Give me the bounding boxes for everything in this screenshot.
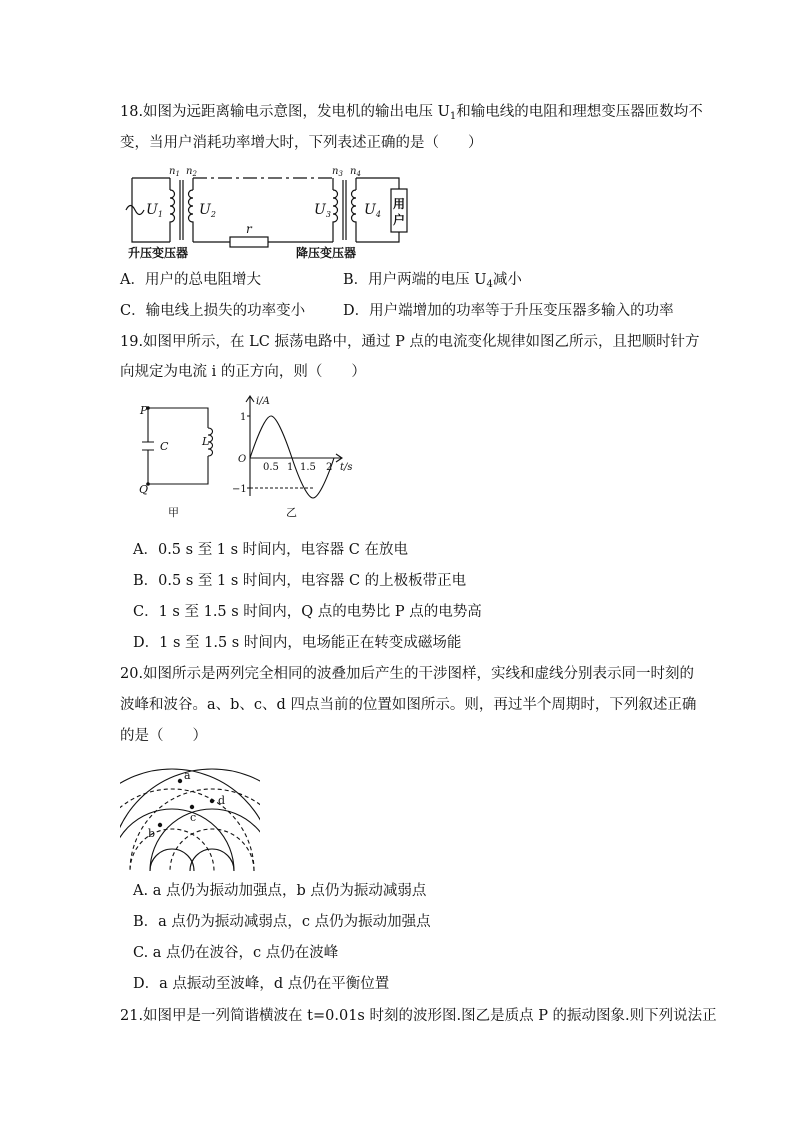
q20-interference-diagram bbox=[120, 755, 260, 873]
svg-text:U4: $U_4$ bbox=[364, 202, 381, 219]
svg-text:甲: 甲 bbox=[168, 506, 179, 518]
q19-lc-circuit-diagram bbox=[138, 398, 218, 518]
q18-stem-line1: 18.如图为远距离输电示意图，发电机的输出电压 $U_1$和输电线的电阻和理想变压器匝数均不 bbox=[120, 104, 703, 122]
svg-text:r: r bbox=[246, 222, 252, 236]
q18-option-c: C．输电线上损失的功率变小 bbox=[120, 303, 306, 319]
q19-stem-line2: 向规定为电流 i 的正方向，则（ ） bbox=[120, 364, 366, 380]
svg-text:L: L bbox=[202, 435, 210, 448]
capacitor-plates bbox=[142, 442, 154, 450]
svg-text:d: d bbox=[218, 794, 226, 807]
svg-text:n1: $n_1$ bbox=[169, 166, 180, 178]
q20-option-b: B．a 点仍为振动减弱点，c 点仍为振动加强点 bbox=[133, 914, 431, 930]
svg-text:n4: $n_4$ bbox=[350, 166, 361, 178]
q18-option-a: A．用户的总电阻增大 bbox=[120, 272, 261, 288]
svg-text:C: C bbox=[160, 440, 169, 453]
q20-stem-line1: 20.如图所示是两列完全相同的波叠加后产生的干涉图样，实线和虚线分别表示同一时刻的 bbox=[120, 666, 695, 682]
point-c-dot bbox=[190, 805, 194, 809]
svg-text:U2: $U_2$ bbox=[199, 202, 216, 219]
q18-stem-line2: 变，当用户消耗功率增大时，下列表述正确的是（ ） bbox=[120, 135, 483, 151]
svg-text:乙: 乙 bbox=[286, 506, 297, 519]
svg-text:Q: Q bbox=[139, 483, 149, 496]
q20-option-a: A. a 点仍为振动加强点，b 点仍为振动减弱点 bbox=[133, 883, 427, 899]
q18-option-b: B．用户两端的电压 $U_4$减小 bbox=[343, 272, 522, 290]
ac-source-icon bbox=[126, 206, 144, 215]
current-curve bbox=[250, 416, 334, 498]
q19-option-c: C．1 s 至 1.5 s 时间内，Q 点的电势比 P 点的电势高 bbox=[133, 604, 482, 620]
q18-option-d: D．用户端增加的功率等于升压变压器多输入的功率 bbox=[343, 303, 674, 319]
x-axis bbox=[250, 454, 342, 462]
svg-text:1: 1 bbox=[240, 412, 247, 423]
y-axis bbox=[246, 396, 254, 496]
point-b-dot bbox=[158, 823, 162, 827]
x-tick-0.5: 0.5 bbox=[263, 462, 279, 473]
svg-text:i/A: i/A bbox=[256, 396, 270, 407]
q20-stem-line2: 波峰和波谷。a、b、c、d 四点当前的位置如图所示。则，再过半个周期时，下列叙述正确 bbox=[120, 697, 697, 713]
point-d-dot bbox=[210, 799, 214, 803]
svg-text:t/s: t/s bbox=[340, 462, 353, 473]
q19-stem-line1: 19.如图甲所示，在 LC 振荡电路中，通过 P 点的电流变化规律如图乙所示，且把顺时针方 bbox=[120, 334, 700, 350]
svg-text:b: b bbox=[148, 827, 156, 840]
svg-text:O: O bbox=[238, 454, 247, 465]
svg-text:n2: $n_2$ bbox=[186, 166, 197, 178]
q19-current-time-graph bbox=[228, 392, 354, 520]
point-a-dot bbox=[178, 779, 182, 783]
svg-text:P: P bbox=[140, 404, 148, 417]
line-resistor bbox=[230, 237, 268, 247]
q21-stem-line1: 21.如图甲是一列简谐横波在 t=0.01s 时刻的波形图.图乙是质点 P 的振动图象.则下列说法正 bbox=[120, 1008, 717, 1024]
x-tick-2: 2 bbox=[326, 462, 333, 473]
q20-stem-line3: 的是（ ） bbox=[120, 728, 207, 744]
svg-text:n3: $n_3$ bbox=[332, 166, 343, 178]
q19-option-b: B．0.5 s 至 1 s 时间内，电容器 C 的上极板带正电 bbox=[133, 573, 467, 589]
svg-text:升压变压器: 升压变压器 bbox=[128, 246, 189, 260]
q19-option-d: D．1 s 至 1.5 s 时间内，电场能正在转变成磁场能 bbox=[133, 635, 462, 651]
svg-text:用: 用 bbox=[393, 197, 406, 211]
svg-text:降压变压器: 降压变压器 bbox=[296, 246, 357, 260]
svg-text:户: 户 bbox=[393, 213, 406, 227]
q20-option-d: D．a 点振动至波峰，d 点仍在平衡位置 bbox=[133, 976, 390, 992]
svg-text:a: a bbox=[184, 769, 191, 782]
svg-text:−1: −1 bbox=[232, 484, 247, 495]
svg-text:c: c bbox=[190, 811, 197, 824]
q18-transmission-diagram bbox=[118, 164, 420, 260]
q20-option-c: C. a 点仍在波谷，c 点仍在波峰 bbox=[133, 945, 339, 961]
svg-text:U1: $U_1$ bbox=[146, 202, 163, 219]
q19-option-a: A．0.5 s 至 1 s 时间内，电容器 C 在放电 bbox=[133, 542, 408, 558]
x-tick-1: 1 bbox=[287, 462, 294, 473]
svg-text:U3: $U_3$ bbox=[314, 202, 331, 219]
x-tick-1.5: 1.5 bbox=[300, 462, 316, 473]
